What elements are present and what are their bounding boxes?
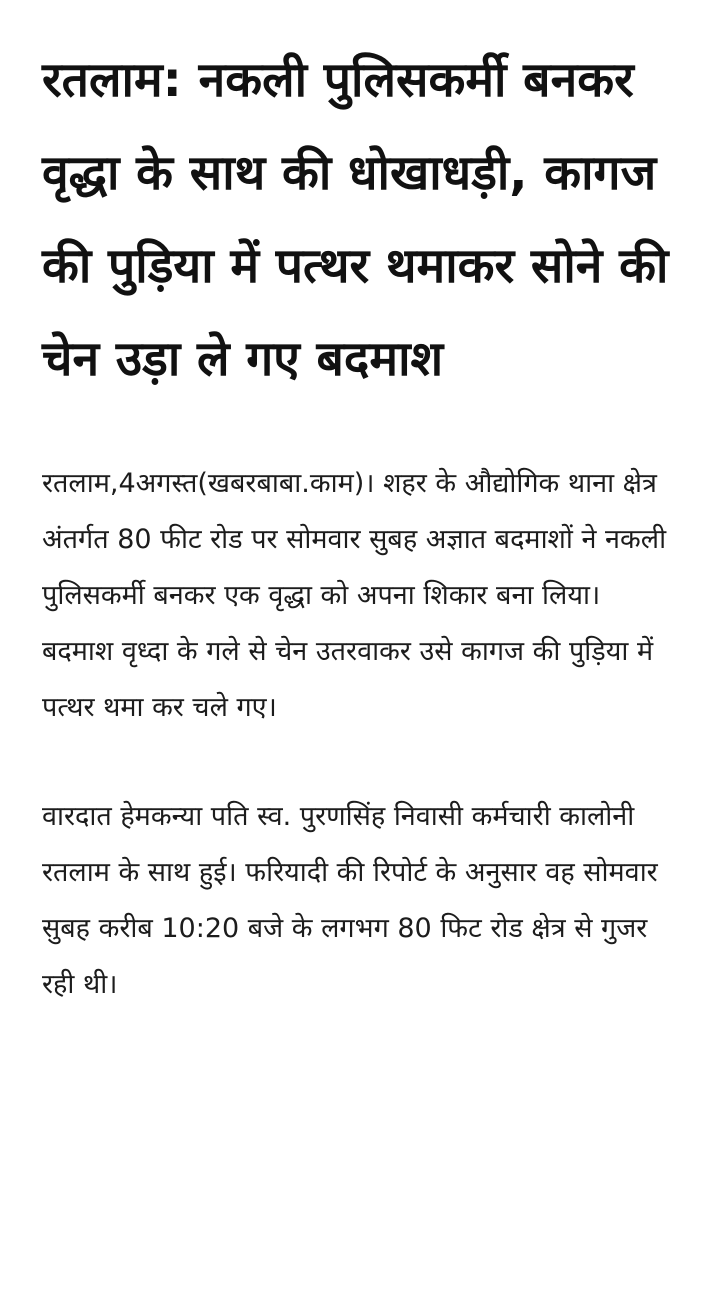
article-paragraph-1: रतलाम,4अगस्त(खबरबाबा.काम)। शहर के औद्योगिक थाना क्षेत्र अंतर्गत 80 फीट रोड पर सोमवार सुबह अज्ञात बदमाशों ने नकली पुलिसकर्मी बनकर एक वृद्धा को अपना शिकार बना लिया। बदमाश वृध्दा के गले से चेन उतरवाकर उसे कागज की पुड़िया में पत्थर थमा कर चले गए। [42,468,667,723]
article-paragraph-2: वारदात हेमकन्या पति स्व. पुरणसिंह निवासी कर्मचारी कालोनी रतलाम के साथ हुई। फरियादी की रिपोर्ट के अनुसार वह सोमवार सुबह करीब 10:20 बजे के लगभग 80 फिट रोड क्षेत्र से गुजर रही थी। [42,801,658,1000]
article-headline: रतलाम: नकली पुलिसकर्मी बनकर वृद्धा के साथ की धोखाधड़ी, कागज की पुड़िया में पत्थर थमाकर सोने की चेन उड़ा ले गए बदमाश [42,52,669,387]
